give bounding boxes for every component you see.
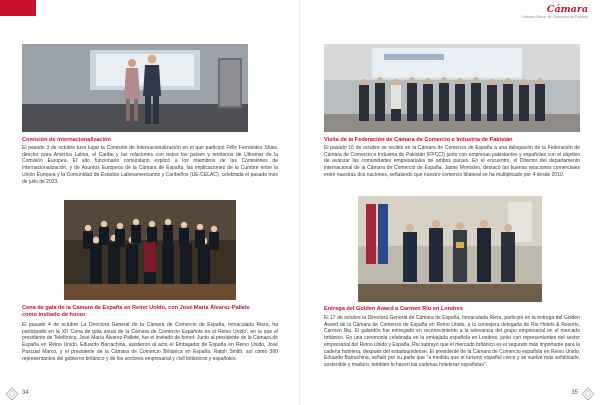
red-corner-tab xyxy=(0,0,36,16)
photo-golden-award xyxy=(358,196,542,302)
photo-commission xyxy=(22,44,248,132)
right-page xyxy=(300,0,600,405)
section-title: Visita de la Federación de Cámara de Comercio e Industria de Pakistán xyxy=(324,137,513,143)
page-number: 35 xyxy=(571,390,578,396)
section-body: El pasado 4 de octubre La Directora General de la Cámara de Comercio de España, Inmaculada Riera, ha participado en la XII 'Cena de gala anual de la Cámara de Comercio Española en el Reino Unido', en la que el presidente de Telefónica, José María Álvarez-Pallete, fue el invitado de honor. Junto al presidente de la Cámara de España en Reino Unido, Eduardo Barrachina, asistieron al acto el Embajador de España en Reino Unido, José Pascual Marco, y el presidente de la Cámara de Comercio Británica en España, Ralph Smith, así como 300 representantes del gobierno británico y de los sectores empresarial y civil británicos y españoles. xyxy=(22,322,278,362)
photo-gala-dinner xyxy=(64,200,236,300)
section-body: El pasado 16 de octubre se recibió en la Cámara de Comercio de España a una delegación de la Federación de Cámara de Comercio e Industria de Pakistán (FPCCI) junto con empresas pakistaníes y españolas con el objetivo de avanzar las comunidades empresariales de ambos países. En el encuentro, el Director del departamento internacional de la Cámara de Comercio de España, Jaime Montalvo, destacó las buenas relaciones comerciales entre nuestras dos naciones, señalando que nuestro comercio bilateral se ha multiplicado por 4 desde 2010. xyxy=(324,145,580,178)
section-title: Cena de gala de la Cámara de España en Reino Unido, con José María Álvarez-Pallete como invitado de honor xyxy=(22,305,250,318)
corner-ornament-icon xyxy=(4,386,20,402)
page-number: 34 xyxy=(22,390,29,396)
section-title: Entrega del Golden Award a Carmen Riu en Londres xyxy=(324,306,463,312)
section-title: Comisión de internacionalización xyxy=(22,137,111,143)
logo-subtitle: Cámara Oficial de Comercio de España xyxy=(521,15,588,19)
section-body: El pasado 3 de octubre tuvo lugar la Comisión de Internacionalización en el que participó Félix Fernández Shaw, director para América Latina, el Caribe y las relaciones con todos los países y territorios de Ultramar de la Comisión Europea. El alto funcionario comunitario explicó a los miembros de las Comisiones de Internacionalización, y de Asuntos Europeos de la Cámara de España, las implicaciones de la Cumbre entre la Unión Europea y la Comunidad de Estados Latinoamericanos y Caribeños (UE-CELAC), celebrada el pasado mes de julio de 2023. xyxy=(22,145,278,185)
section-body: El 17 de octubre la Directora General de Cámara de España, Inmaculada Riera, participó en la entrega del Golden Award de la Cámara de Comercio de España en Reino Unido, a la consejera delegada de Riu Hotels & Resorts, Carmen Riu. El galardón fue entregado en reconocimiento a la relevancia del grupo empresarial en el mercado británico. En una ceremonia celebrada en la embajada española en Londres, junto con representantes del sector empresarial del Reino Unido y España, Riu subrayó que el mercado británico es el segundo más importante para la cadena hotelera, después del estadounidense. El presidente de la Cámara de Comercio española en Reino Unido, Eduardo Barrachina, señaló por su parte que "a medida que el turismo español crece y se vuelve más sofisticado, sostenible y maduro, también lo hacen las cadenas hoteleras españolas". xyxy=(324,315,580,368)
corner-ornament-icon xyxy=(580,386,596,402)
camara-logo xyxy=(521,5,588,19)
photo-pakistan-delegation xyxy=(324,44,580,132)
logo-name: Cámara xyxy=(546,4,588,15)
